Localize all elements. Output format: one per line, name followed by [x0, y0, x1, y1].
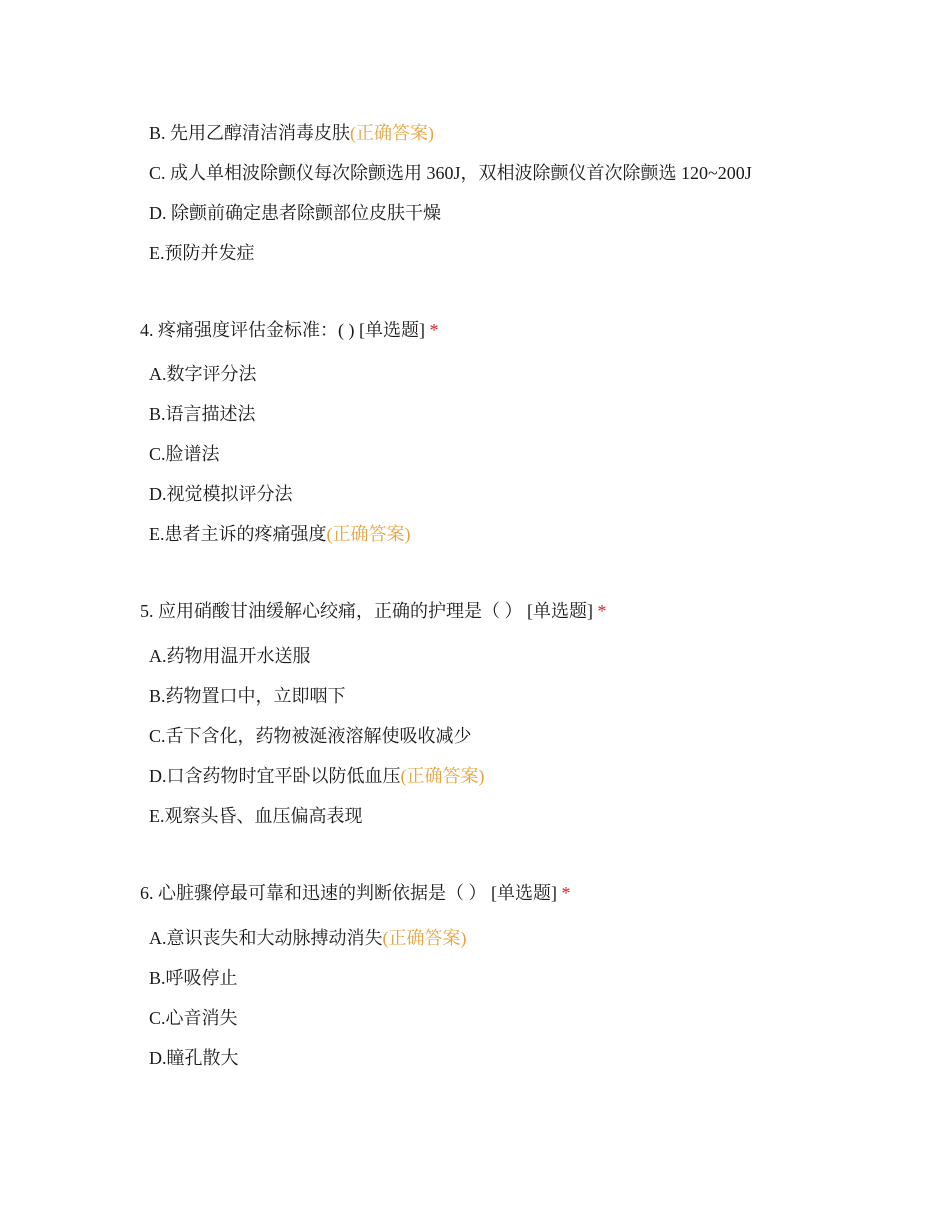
option-item: B. 先用乙醇清洁消毒皮肤(正确答案) — [149, 123, 435, 143]
option-item: A.意识丧失和大动脉搏动消失(正确答案) — [149, 928, 467, 948]
required-mark: * — [561, 883, 571, 903]
option-item: C.舌下含化，药物被涎液溶解使吸收减少 — [149, 726, 472, 746]
option-item: C.脸谱法 — [149, 444, 220, 464]
question-5-options — [149, 636, 485, 836]
correct-answer-tag: (正确答案) — [382, 928, 467, 948]
option-item: B.药物置口中，立即咽下 — [149, 686, 346, 706]
option-item: A.数字评分法 — [149, 364, 257, 384]
question-4-title: 4. 疼痛强度评估金标准：( ) [单选题] * — [140, 320, 439, 340]
question-type-tag: [单选题] — [491, 883, 557, 903]
question-6-title: 6. 心脏骤停最可靠和迅速的判断依据是（ ） [单选题] * — [140, 883, 571, 903]
correct-answer-tag: (正确答案) — [350, 123, 435, 143]
option-item: E.预防并发症 — [149, 243, 255, 263]
correct-answer-tag: (正确答案) — [400, 766, 485, 786]
required-mark: * — [429, 320, 439, 340]
question-type-tag: [单选题] — [359, 320, 425, 340]
option-item: C.心音消失 — [149, 1008, 238, 1028]
question-5-title: 5. 应用硝酸甘油缓解心绞痛，正确的护理是（ ） [单选题] * — [140, 601, 607, 621]
required-mark: * — [597, 601, 607, 621]
question-4-options — [149, 354, 411, 554]
option-item: D. 除颤前确定患者除颤部位皮肤干燥 — [149, 203, 441, 223]
question-3-options — [149, 113, 752, 273]
question-6-options — [149, 918, 467, 1078]
option-item: D.瞳孔散大 — [149, 1048, 239, 1068]
option-item: D.口含药物时宜平卧以防低血压(正确答案) — [149, 766, 485, 786]
option-item: A.药物用温开水送服 — [149, 646, 311, 666]
option-item: C. 成人单相波除颤仪每次除颤选用 360J，双相波除颤仪首次除颤选 120~200J — [149, 163, 752, 183]
option-item: B.呼吸停止 — [149, 968, 238, 988]
option-item: E.患者主诉的疼痛强度(正确答案) — [149, 524, 411, 544]
option-item: B.语言描述法 — [149, 404, 256, 424]
option-item: D.视觉模拟评分法 — [149, 484, 293, 504]
option-item: E.观察头昏、血压偏高表现 — [149, 806, 363, 826]
question-type-tag: [单选题] — [527, 601, 593, 621]
correct-answer-tag: (正确答案) — [326, 524, 411, 544]
